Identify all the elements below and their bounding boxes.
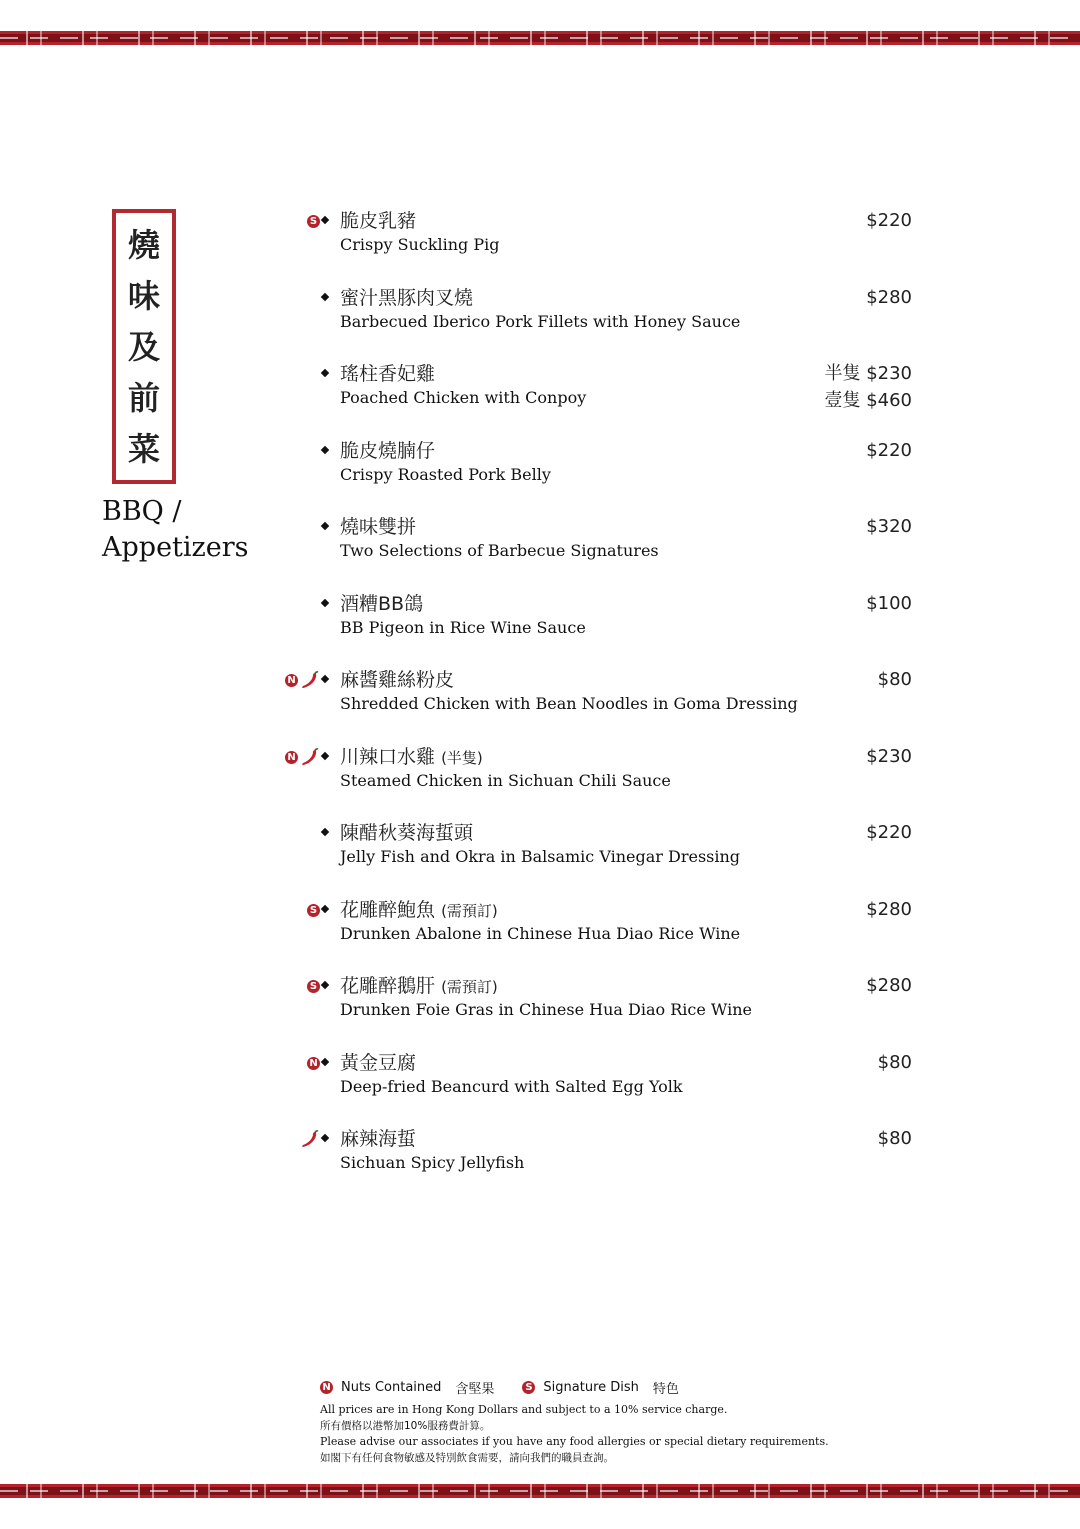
item-price: $230 bbox=[866, 746, 912, 767]
item-marks bbox=[260, 821, 320, 845]
item-name-zh-note: (需預訂) bbox=[441, 978, 498, 996]
item-name-en: Sichuan Spicy Jellyfish bbox=[340, 1153, 525, 1172]
item-name-zh bbox=[340, 821, 473, 845]
menu-item bbox=[260, 515, 920, 575]
bullet-diamond-icon bbox=[321, 522, 329, 530]
item-price: $280 bbox=[866, 899, 912, 920]
item-price: 半隻 $230 bbox=[824, 363, 912, 384]
section-title-zh-box bbox=[112, 209, 176, 484]
signature-badge-icon: S bbox=[307, 904, 320, 917]
item-name-en: Deep-fried Beancurd with Salted Egg Yolk bbox=[340, 1077, 683, 1096]
menu-item bbox=[260, 668, 920, 728]
item-marks bbox=[260, 1051, 320, 1075]
item-marks bbox=[260, 515, 320, 539]
menu-item bbox=[260, 745, 920, 805]
bullet-diamond-icon bbox=[321, 1134, 329, 1142]
item-name-en: Drunken Foie Gras in Chinese Hua Diao Rice Wine bbox=[340, 1000, 752, 1019]
item-price: $280 bbox=[866, 975, 912, 996]
item-name-zh-text: 麻辣海蜇 bbox=[340, 1128, 417, 1150]
item-name-zh-text: 花雕醉鵝肝 bbox=[340, 975, 436, 997]
item-marks bbox=[260, 974, 320, 998]
menu-item bbox=[260, 974, 920, 1034]
item-name-zh bbox=[340, 1051, 416, 1075]
item-price: $100 bbox=[866, 593, 912, 614]
item-name-zh-text: 酒糟BB鴿 bbox=[340, 593, 424, 615]
item-name-en: Drunken Abalone in Chinese Hua Diao Rice Wine bbox=[340, 924, 741, 943]
nuts-badge-icon: N bbox=[320, 1381, 333, 1394]
title-char: 燒 bbox=[127, 225, 160, 264]
item-name-zh-text: 川辣口水雞 bbox=[340, 746, 436, 768]
menu-item bbox=[260, 286, 920, 346]
item-name-zh-note: (半隻) bbox=[441, 749, 483, 767]
item-marks bbox=[260, 668, 320, 692]
item-marks bbox=[260, 286, 320, 310]
bullet-diamond-icon bbox=[321, 828, 329, 836]
item-name-zh bbox=[340, 592, 423, 616]
item-name-zh-note: (需預訂) bbox=[441, 902, 498, 920]
item-name-en: Jelly Fish and Okra in Balsamic Vinegar Dressing bbox=[340, 847, 741, 866]
bullet-diamond-icon bbox=[321, 293, 329, 301]
item-name-zh bbox=[340, 1127, 416, 1151]
decorative-border-top bbox=[0, 31, 1080, 45]
menu-item bbox=[260, 439, 920, 499]
section-title-en-line: Appetizers bbox=[102, 532, 249, 563]
section-title-en-line: BBQ / bbox=[102, 496, 182, 527]
item-name-zh-text: 瑤柱香妃雞 bbox=[340, 363, 436, 385]
chili-spicy-icon bbox=[300, 1129, 320, 1149]
bullet-diamond-icon bbox=[321, 446, 329, 454]
legend-signature-en: Signature Dish bbox=[543, 1379, 639, 1395]
item-name-zh bbox=[340, 286, 473, 310]
title-char: 前 bbox=[127, 378, 160, 417]
item-name-zh-text: 蜜汁黑豚肉叉燒 bbox=[340, 287, 474, 309]
item-name-zh bbox=[340, 974, 498, 999]
legend bbox=[320, 1377, 920, 1466]
item-name-zh-text: 花雕醉鮑魚 bbox=[340, 899, 436, 921]
title-char: 味 bbox=[127, 276, 160, 315]
title-char: 菜 bbox=[127, 429, 160, 468]
item-name-en: Shredded Chicken with Bean Noodles in Goma Dressing bbox=[340, 694, 798, 713]
item-name-en: Barbecued Iberico Pork Fillets with Honey Sauce bbox=[340, 312, 741, 331]
legend-nuts-en: Nuts Contained bbox=[341, 1379, 442, 1395]
bullet-diamond-icon bbox=[321, 599, 329, 607]
signature-badge-icon: S bbox=[522, 1381, 535, 1394]
item-name-zh bbox=[340, 668, 454, 692]
note-allergy-zh: 如閣下有任何食物敏感及特別飲食需要，請向我們的職員查詢。 bbox=[320, 1452, 614, 1464]
legend-nuts-zh: 含堅果 bbox=[455, 1381, 495, 1397]
item-price: $280 bbox=[866, 287, 912, 308]
bullet-diamond-icon bbox=[321, 369, 329, 377]
item-price: $80 bbox=[877, 1052, 912, 1073]
bullet-diamond-icon bbox=[321, 752, 329, 760]
item-marks bbox=[260, 1127, 320, 1151]
item-price-secondary: 壹隻 $460 bbox=[824, 390, 912, 411]
note-service-charge-en: All prices are in Hong Kong Dollars and subject to a 10% service charge. bbox=[320, 1403, 728, 1416]
item-marks bbox=[260, 592, 320, 616]
item-name-zh bbox=[340, 515, 416, 539]
item-name-en: Two Selections of Barbecue Signatures bbox=[340, 541, 659, 560]
item-name-zh bbox=[340, 209, 416, 233]
signature-badge-icon: S bbox=[307, 215, 320, 228]
item-marks bbox=[260, 898, 320, 922]
legend-row bbox=[320, 1377, 920, 1397]
item-name-zh bbox=[340, 898, 498, 923]
item-name-en: Steamed Chicken in Sichuan Chili Sauce bbox=[340, 771, 671, 790]
item-name-zh-text: 麻醬雞絲粉皮 bbox=[340, 669, 455, 691]
menu-item bbox=[260, 209, 920, 269]
nuts-badge-icon: N bbox=[285, 751, 298, 764]
item-marks bbox=[260, 362, 320, 386]
nuts-badge-icon: N bbox=[307, 1057, 320, 1070]
item-marks bbox=[260, 209, 320, 233]
signature-badge-icon: S bbox=[307, 980, 320, 993]
item-price: $80 bbox=[877, 669, 912, 690]
menu-item bbox=[260, 821, 920, 881]
note-allergy-en: Please advise our associates if you have any food allergies or special dietary requirements. bbox=[320, 1435, 829, 1448]
item-name-en: Crispy Roasted Pork Belly bbox=[340, 465, 551, 484]
item-name-zh bbox=[340, 362, 435, 386]
item-marks bbox=[260, 439, 320, 463]
bullet-diamond-icon bbox=[321, 905, 329, 913]
item-name-zh-text: 黃金豆腐 bbox=[340, 1052, 417, 1074]
item-price: $320 bbox=[866, 516, 912, 537]
menu-item bbox=[260, 362, 920, 422]
bullet-diamond-icon bbox=[321, 1058, 329, 1066]
nuts-badge-icon: N bbox=[285, 674, 298, 687]
title-char: 及 bbox=[127, 327, 160, 366]
item-price: $220 bbox=[866, 440, 912, 461]
menu-item bbox=[260, 1127, 920, 1187]
item-name-zh bbox=[340, 439, 435, 463]
legend-signature-zh: 特色 bbox=[652, 1381, 679, 1397]
bullet-diamond-icon bbox=[321, 981, 329, 989]
item-name-en: Poached Chicken with Conpoy bbox=[340, 388, 587, 407]
item-name-zh-text: 陳醋秋葵海蜇頭 bbox=[340, 822, 474, 844]
decorative-border-bottom bbox=[0, 1484, 1080, 1498]
bullet-diamond-icon bbox=[321, 675, 329, 683]
item-price: $80 bbox=[877, 1128, 912, 1149]
bullet-diamond-icon bbox=[321, 216, 329, 224]
item-name-en: Crispy Suckling Pig bbox=[340, 235, 500, 254]
item-price: $220 bbox=[866, 210, 912, 231]
menu-item bbox=[260, 1051, 920, 1111]
item-name-zh-text: 脆皮燒腩仔 bbox=[340, 440, 436, 462]
menu-item bbox=[260, 592, 920, 652]
item-name-en: BB Pigeon in Rice Wine Sauce bbox=[340, 618, 586, 637]
chili-spicy-icon bbox=[300, 747, 320, 767]
item-name-zh-text: 燒味雙拼 bbox=[340, 516, 417, 538]
note-service-charge-zh: 所有價格以港幣加10%服務費計算。 bbox=[320, 1420, 491, 1432]
menu-item bbox=[260, 898, 920, 958]
item-marks bbox=[260, 745, 320, 769]
chili-spicy-icon bbox=[300, 670, 320, 690]
item-price: $220 bbox=[866, 822, 912, 843]
item-name-zh bbox=[340, 745, 483, 770]
item-name-zh-text: 脆皮乳豬 bbox=[340, 210, 417, 232]
